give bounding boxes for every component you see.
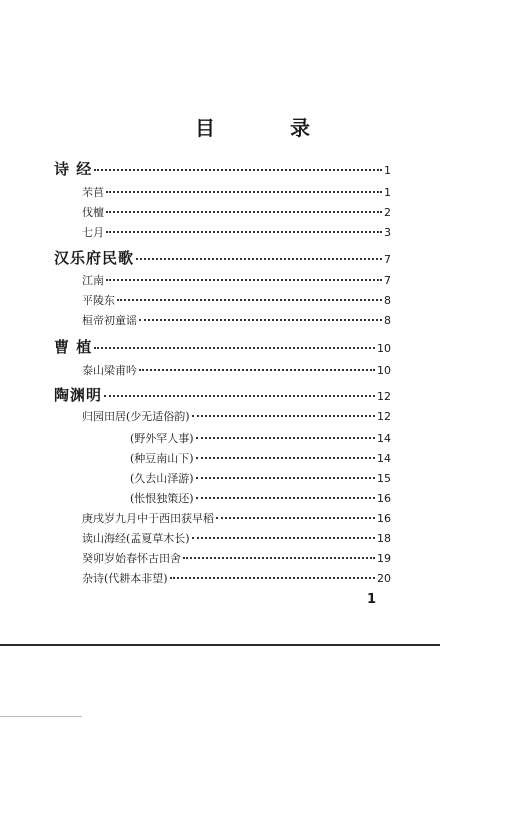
toc-item[interactable] (130, 470, 391, 486)
item-title: 泰山梁甫吟 (82, 364, 137, 377)
dot-leader (106, 211, 382, 213)
item-title: (种豆南山下) (130, 452, 194, 465)
page-ref: 8 (384, 294, 391, 307)
toc-item[interactable] (82, 570, 391, 586)
dot-leader (106, 231, 382, 233)
dot-leader (117, 299, 382, 301)
toc-title: 目 录 (195, 116, 344, 140)
toc-section-caozhi[interactable] (54, 336, 391, 357)
page-ref: 12 (377, 390, 391, 403)
item-title: (怅恨独策还) (130, 492, 194, 505)
dot-leader (139, 319, 382, 321)
dot-leader (192, 415, 375, 417)
dot-leader (106, 279, 382, 281)
dot-leader (196, 497, 375, 499)
dot-leader (192, 537, 375, 539)
item-title: 癸卯岁始春怀古田舍 (82, 552, 181, 565)
page-ref: 7 (384, 253, 391, 266)
page-ref: 10 (377, 364, 391, 377)
page-ref: 10 (377, 342, 391, 355)
dot-leader (136, 258, 382, 260)
item-title: 桓帝初童谣 (82, 314, 137, 327)
dot-leader (106, 191, 382, 193)
page-ref: 7 (384, 274, 391, 287)
item-title: 芣苢 (82, 186, 104, 199)
page-ref: 16 (377, 492, 391, 505)
toc-section-hanyuefu[interactable] (54, 247, 391, 268)
page-ref: 15 (377, 472, 391, 485)
toc-item[interactable] (130, 430, 391, 446)
toc-item[interactable] (82, 292, 391, 308)
page-ref: 12 (377, 410, 391, 423)
item-title: 读山海经(孟夏草木长) (82, 532, 190, 545)
page-ref: 19 (377, 552, 391, 565)
faint-rule (0, 716, 82, 717)
page-ref: 8 (384, 314, 391, 327)
item-title: 伐檀 (82, 206, 104, 219)
page-ref: 1 (384, 164, 391, 177)
item-title: (久去山泽游) (130, 472, 194, 485)
section-title: 汉乐府民歌 (54, 249, 135, 267)
item-title: 江南 (82, 274, 104, 287)
page-ref: 16 (377, 512, 391, 525)
dot-leader (104, 395, 375, 397)
dot-leader (183, 557, 375, 559)
page-ref: 3 (384, 226, 391, 239)
page-ref: 1 (384, 186, 391, 199)
toc-item[interactable] (82, 408, 391, 424)
item-title: 庚戌岁九月中于西田获早稻 (82, 512, 214, 525)
section-title: 陶渊明 (54, 386, 103, 404)
page-number: 1 (367, 592, 377, 607)
dot-leader (170, 577, 375, 579)
page-ref: 14 (377, 432, 391, 445)
page-ref: 18 (377, 532, 391, 545)
item-title: 七月 (82, 226, 104, 239)
dot-leader (216, 517, 375, 519)
toc-item[interactable] (82, 530, 391, 546)
toc-item[interactable] (82, 550, 391, 566)
page-ref: 2 (384, 206, 391, 219)
section-title: 诗 经 (54, 160, 93, 178)
toc-item[interactable] (82, 184, 391, 200)
dot-leader (94, 169, 382, 171)
item-title: 平陵东 (82, 294, 115, 307)
dot-leader (196, 437, 375, 439)
toc-item[interactable] (130, 450, 391, 466)
page-ref: 20 (377, 572, 391, 585)
page-ref: 14 (377, 452, 391, 465)
toc-section-shijing[interactable] (54, 158, 391, 179)
toc-section-taoyuanming[interactable] (54, 384, 391, 405)
dot-leader (139, 369, 375, 371)
toc-item[interactable] (82, 312, 391, 328)
toc-item[interactable] (82, 224, 391, 240)
toc-item[interactable] (130, 490, 391, 506)
item-title: 杂诗(代耕本非望) (82, 572, 168, 585)
item-title: (野外罕人事) (130, 432, 194, 445)
toc-item[interactable] (82, 510, 391, 526)
toc-item[interactable] (82, 362, 391, 378)
toc-item[interactable] (82, 272, 391, 288)
dot-leader (94, 347, 375, 349)
page-bottom-rule (0, 644, 440, 646)
toc-item[interactable] (82, 204, 391, 220)
item-title: 归园田居(少无适俗韵) (82, 410, 190, 423)
dot-leader (196, 477, 375, 479)
section-title: 曹 植 (54, 338, 93, 356)
dot-leader (196, 457, 375, 459)
